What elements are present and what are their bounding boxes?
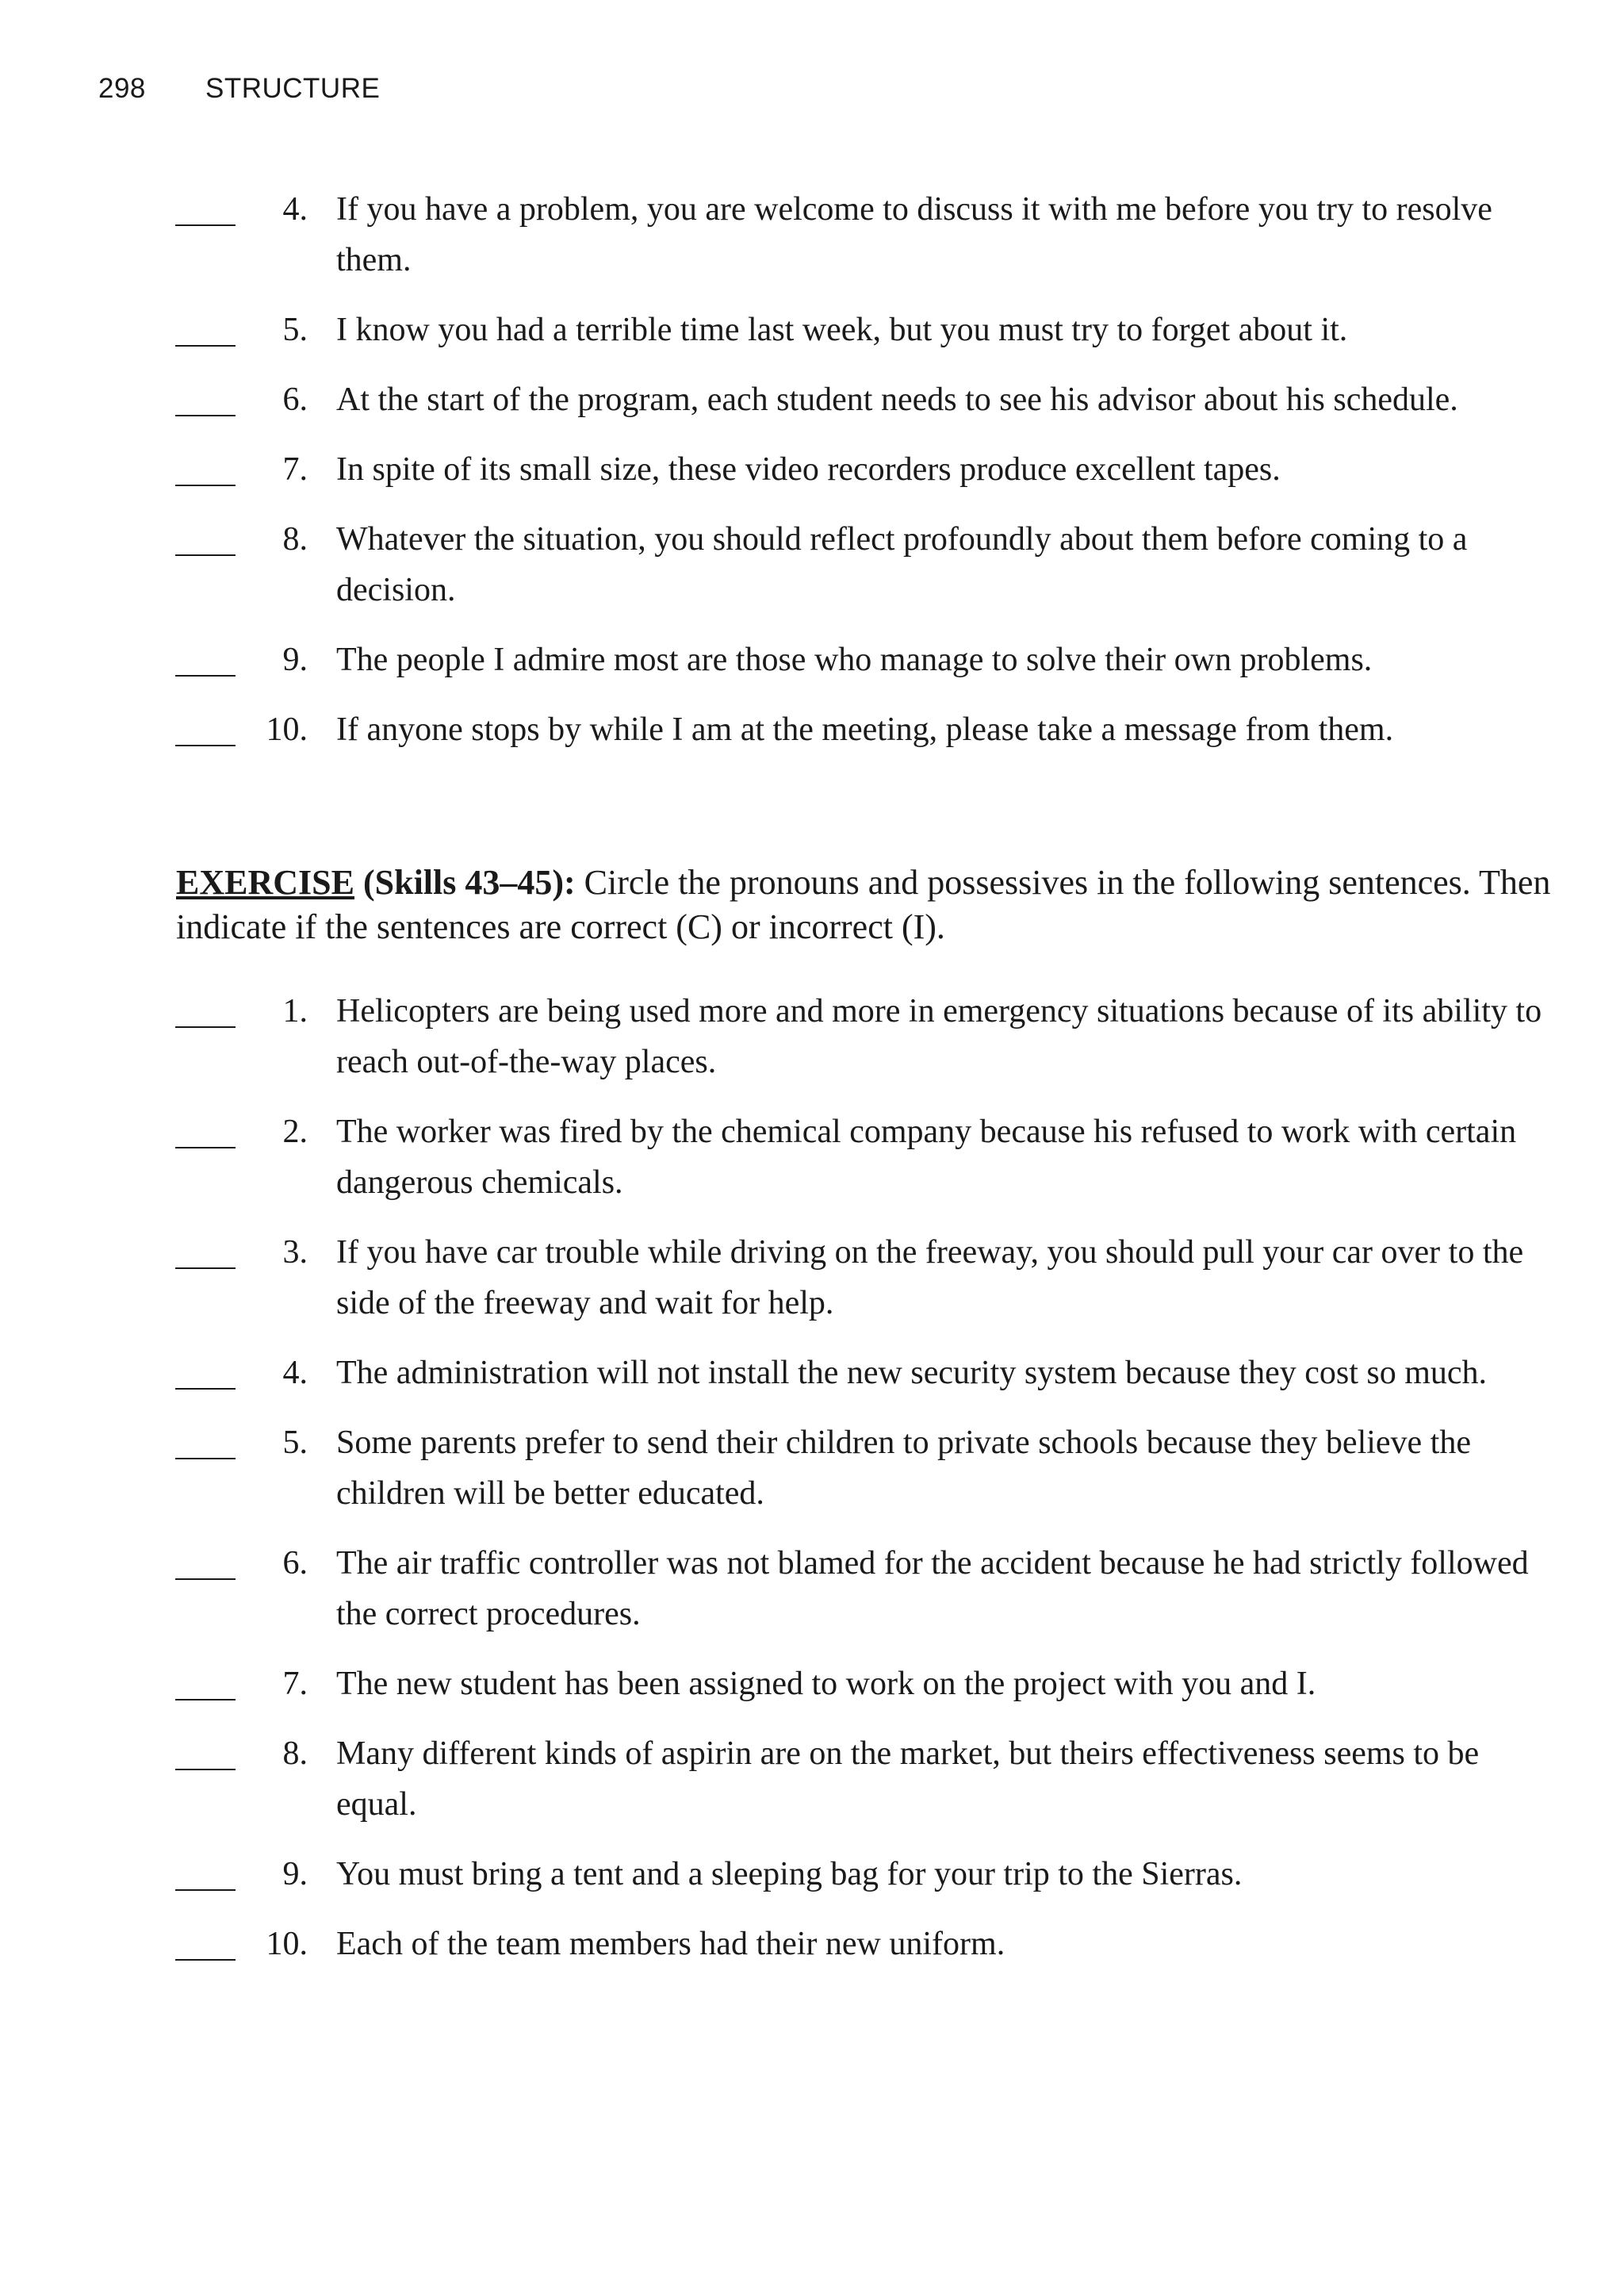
exercise-item xyxy=(0,1728,1624,1830)
item-number: 5. xyxy=(282,1424,308,1461)
item-sentence: The people I admire most are those who manage to solve their own problems. xyxy=(336,642,1373,678)
item-sentence: If anyone stops by while I am at the meeting, please take a message from them. xyxy=(336,711,1394,748)
exercise-item xyxy=(0,514,1624,615)
answer-blank[interactable] xyxy=(175,1578,236,1580)
item-sentence: If you have car trouble while driving on the freeway, you should pull your car over to the side of the freeway and wait for help. xyxy=(336,1234,1524,1321)
exercise-item xyxy=(0,444,1624,495)
item-number: 10. xyxy=(266,1926,308,1962)
item-number: 4. xyxy=(282,1355,308,1391)
answer-blank[interactable] xyxy=(175,224,236,226)
section-title: STRUCTURE xyxy=(205,73,381,104)
item-number: 1. xyxy=(282,993,308,1029)
exercise-skills: (Skills 43–45): xyxy=(362,863,576,902)
running-head xyxy=(98,73,380,105)
exercise-item xyxy=(0,986,1624,1087)
exercise-instructions: Circle the pronouns and possessives in the following sentences. Then indicate if the sentences are correct (C) or incorrect (I). xyxy=(176,863,1551,946)
item-number: 8. xyxy=(282,521,308,558)
item-number: 3. xyxy=(282,1234,308,1271)
exercise-item xyxy=(0,1919,1624,1969)
answer-blank[interactable] xyxy=(175,1959,236,1961)
item-sentence: The air traffic controller was not blamed for the accident because he had strictly followed the correct procedures. xyxy=(336,1545,1529,1632)
item-number: 8. xyxy=(282,1735,308,1772)
item-number: 9. xyxy=(282,642,308,678)
answer-blank[interactable] xyxy=(175,1769,236,1770)
page-number: 298 xyxy=(98,73,146,104)
exercise-item xyxy=(0,635,1624,685)
exercise-heading xyxy=(176,861,1572,949)
item-number: 5. xyxy=(282,312,308,348)
answer-blank[interactable] xyxy=(175,1388,236,1390)
answer-blank[interactable] xyxy=(175,1267,236,1269)
item-sentence: The worker was fired by the chemical company because his refused to work with certain dangerous chemicals. xyxy=(336,1114,1517,1201)
item-number: 6. xyxy=(282,382,308,418)
exercise-item xyxy=(0,184,1624,286)
exercise-item xyxy=(0,704,1624,755)
exercise-label: EXERCISE xyxy=(176,863,354,902)
item-number: 7. xyxy=(282,1666,308,1702)
item-sentence: Some parents prefer to send their children to private schools because they believe the children will be better educated. xyxy=(336,1424,1471,1512)
answer-blank[interactable] xyxy=(175,1147,236,1148)
answer-blank[interactable] xyxy=(175,1699,236,1700)
answer-blank[interactable] xyxy=(175,675,236,677)
item-sentence: The new student has been assigned to work on the project with you and I. xyxy=(336,1666,1316,1702)
exercise-item xyxy=(0,374,1624,425)
exercise-item xyxy=(0,1348,1624,1398)
answer-blank[interactable] xyxy=(175,554,236,556)
exercise-item xyxy=(0,1849,1624,1900)
answer-blank[interactable] xyxy=(175,485,236,486)
exercise-item xyxy=(0,1227,1624,1329)
item-sentence: Whatever the situation, you should reflect profoundly about them before coming to a decision. xyxy=(336,521,1468,608)
item-sentence: Helicopters are being used more and more in emergency situations because of its ability to reach out-of-the-way places. xyxy=(336,993,1542,1080)
item-sentence: If you have a problem, you are welcome to discuss it with me before you try to resolve them. xyxy=(336,191,1492,278)
item-sentence: I know you had a terrible time last week, but you must try to forget about it. xyxy=(336,312,1348,348)
answer-blank[interactable] xyxy=(175,745,236,746)
exercise-item xyxy=(0,305,1624,355)
exercise-item xyxy=(0,1538,1624,1639)
exercise-item xyxy=(0,1658,1624,1709)
item-sentence: In spite of its small size, these video recorders produce excellent tapes. xyxy=(336,451,1281,488)
exercise-list xyxy=(0,986,1624,1988)
item-number: 7. xyxy=(282,451,308,488)
answer-blank[interactable] xyxy=(175,415,236,416)
item-sentence: The administration will not install the new security system because they cost so much. xyxy=(336,1355,1488,1391)
item-number: 10. xyxy=(266,711,308,748)
item-sentence: You must bring a tent and a sleeping bag for your trip to the Sierras. xyxy=(336,1856,1243,1892)
answer-blank[interactable] xyxy=(175,1458,236,1459)
continued-exercise-list xyxy=(0,184,1624,774)
item-number: 6. xyxy=(282,1545,308,1582)
answer-blank[interactable] xyxy=(175,1889,236,1891)
item-number: 9. xyxy=(282,1856,308,1892)
item-sentence: Many different kinds of aspirin are on the market, but theirs effectiveness seems to be equal. xyxy=(336,1735,1480,1823)
exercise-item xyxy=(0,1417,1624,1519)
item-sentence: Each of the team members had their new uniform. xyxy=(336,1926,1005,1962)
answer-blank[interactable] xyxy=(175,1026,236,1028)
answer-blank[interactable] xyxy=(175,345,236,347)
exercise-item xyxy=(0,1106,1624,1208)
item-sentence: At the start of the program, each student needs to see his advisor about his schedule. xyxy=(336,382,1458,418)
item-number: 4. xyxy=(282,191,308,228)
item-number: 2. xyxy=(282,1114,308,1150)
